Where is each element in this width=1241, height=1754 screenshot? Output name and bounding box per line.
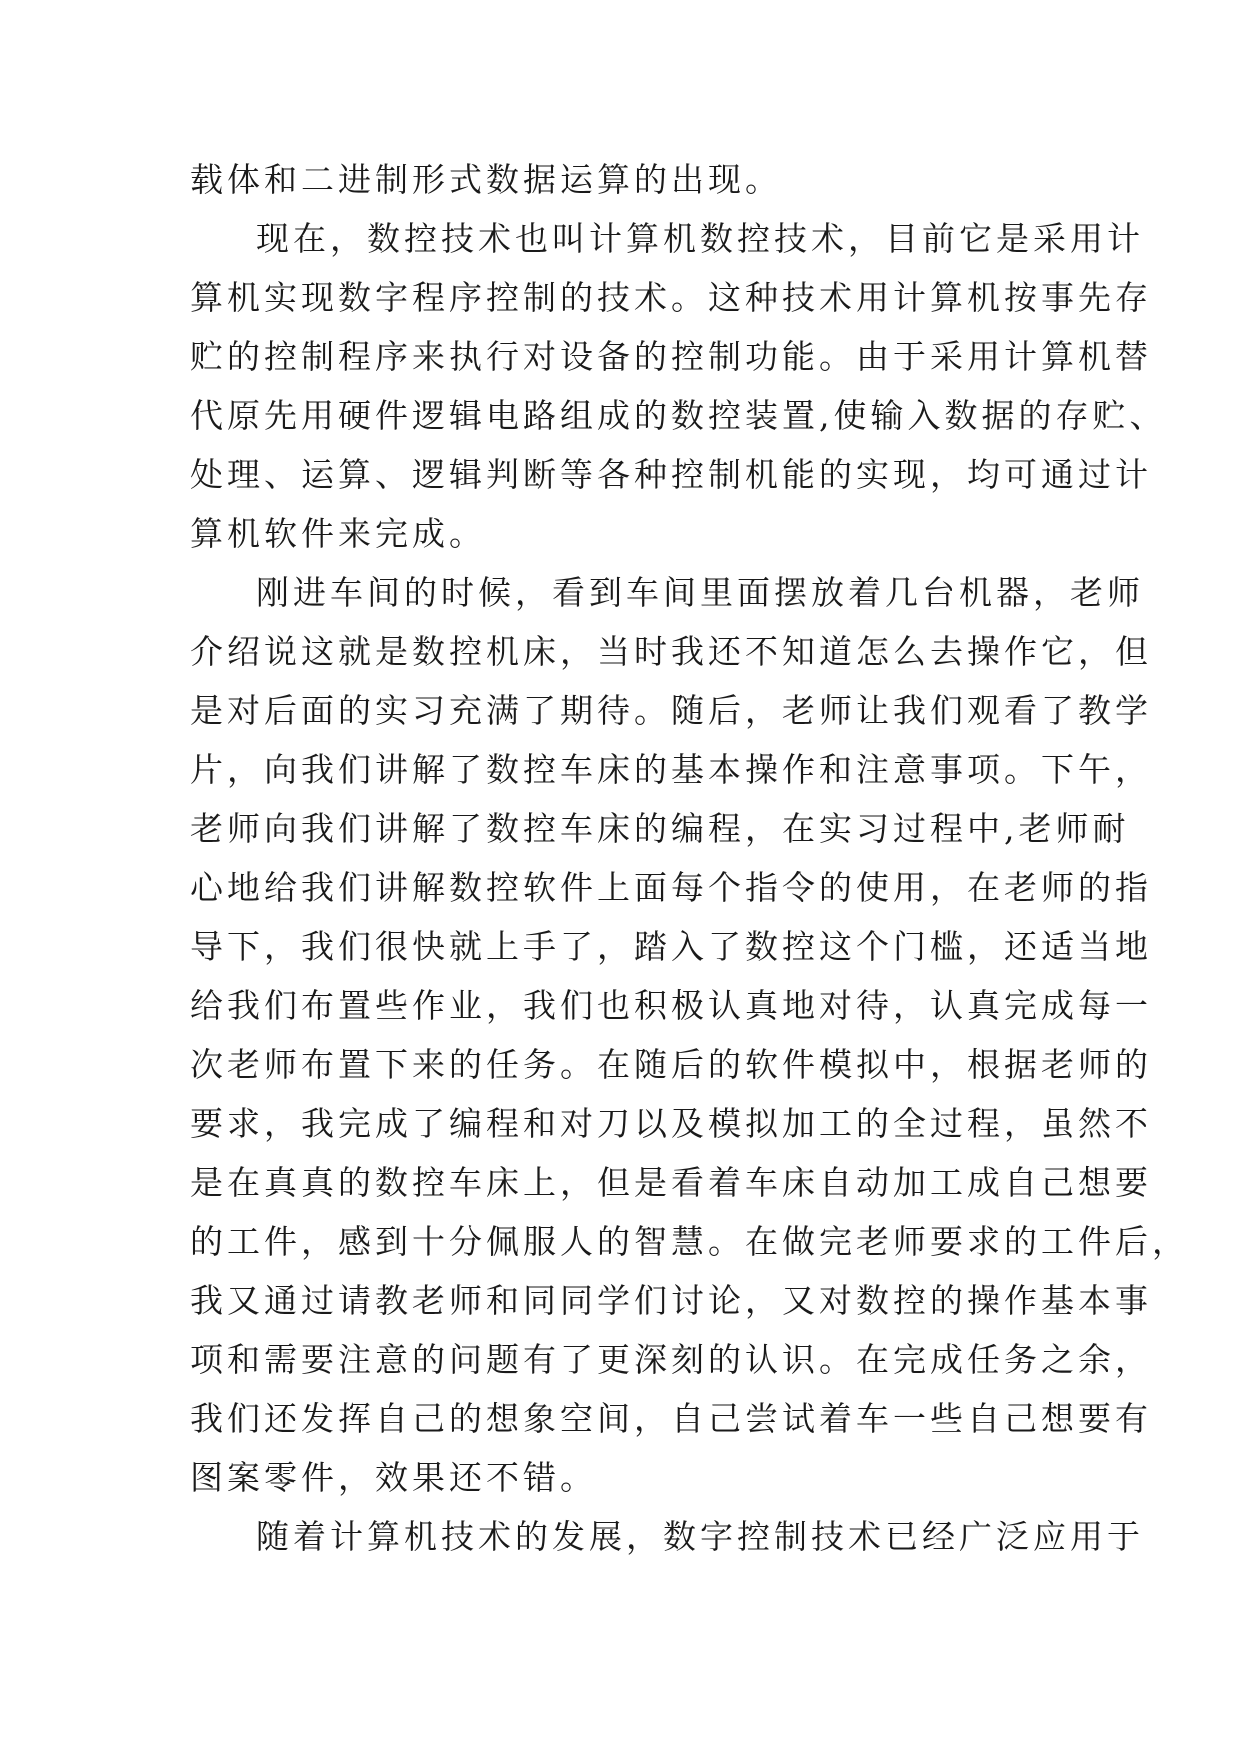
- text-line: 我又通过请教老师和同同学们讨论，又对数控的操作基本事: [190, 1281, 1152, 1320]
- text-line: 处理、运算、逻辑判断等各种控制机能的实现，均可通过计: [190, 455, 1152, 494]
- paragraph-first-line: 现在，数控技术也叫计算机数控技术，目前它是采用计: [256, 219, 1144, 258]
- body-text: [190, 150, 1189, 1566]
- text-line: 载体和二进制形式数据运算的出现。: [190, 160, 782, 199]
- text-line: 贮的控制程序来执行对设备的控制功能。由于采用计算机替: [190, 337, 1152, 376]
- text-line: 介绍说这就是数控机床，当时我还不知道怎么去操作它，但: [190, 632, 1152, 671]
- text-line: 图案零件，效果还不错。: [190, 1458, 597, 1497]
- text-line: 算机软件来完成。: [190, 514, 486, 553]
- text-line: 次老师布置下来的任务。在随后的软件模拟中，根据老师的: [190, 1045, 1152, 1084]
- text-line: 算机实现数字程序控制的技术。这种技术用计算机按事先存: [190, 278, 1152, 317]
- text-line: 片，向我们讲解了数控车床的基本操作和注意事项。下午，: [190, 750, 1152, 789]
- text-line: 心地给我们讲解数控软件上面每个指令的使用，在老师的指: [190, 868, 1152, 907]
- text-line: 是对后面的实习充满了期待。随后，老师让我们观看了教学: [190, 691, 1152, 730]
- text-line: 给我们布置些作业，我们也积极认真地对待，认真完成每一: [190, 986, 1152, 1025]
- text-line: 代原先用硬件逻辑电路组成的数控装置,使输入数据的存贮、: [190, 396, 1167, 435]
- text-line: 项和需要注意的问题有了更深刻的认识。在完成任务之余，: [190, 1340, 1152, 1379]
- text-line: 我们还发挥自己的想象空间，自己尝试着车一些自己想要有: [190, 1399, 1152, 1438]
- text-line: 要求，我完成了编程和对刀以及模拟加工的全过程，虽然不: [190, 1104, 1152, 1143]
- text-line: 老师向我们讲解了数控车床的编程，在实习过程中,老师耐: [190, 809, 1130, 848]
- text-line: 是在真真的数控车床上，但是看着车床自动加工成自己想要: [190, 1163, 1152, 1202]
- paragraph-first-line: 刚进车间的时候，看到车间里面摆放着几台机器，老师: [256, 573, 1144, 612]
- text-line: 的工件，感到十分佩服人的智慧。在做完老师要求的工件后，: [190, 1222, 1189, 1261]
- text-line: 导下，我们很快就上手了，踏入了数控这个门槛，还适当地: [190, 927, 1152, 966]
- paragraph-first-line: 随着计算机技术的发展，数字控制技术已经广泛应用于: [256, 1517, 1144, 1556]
